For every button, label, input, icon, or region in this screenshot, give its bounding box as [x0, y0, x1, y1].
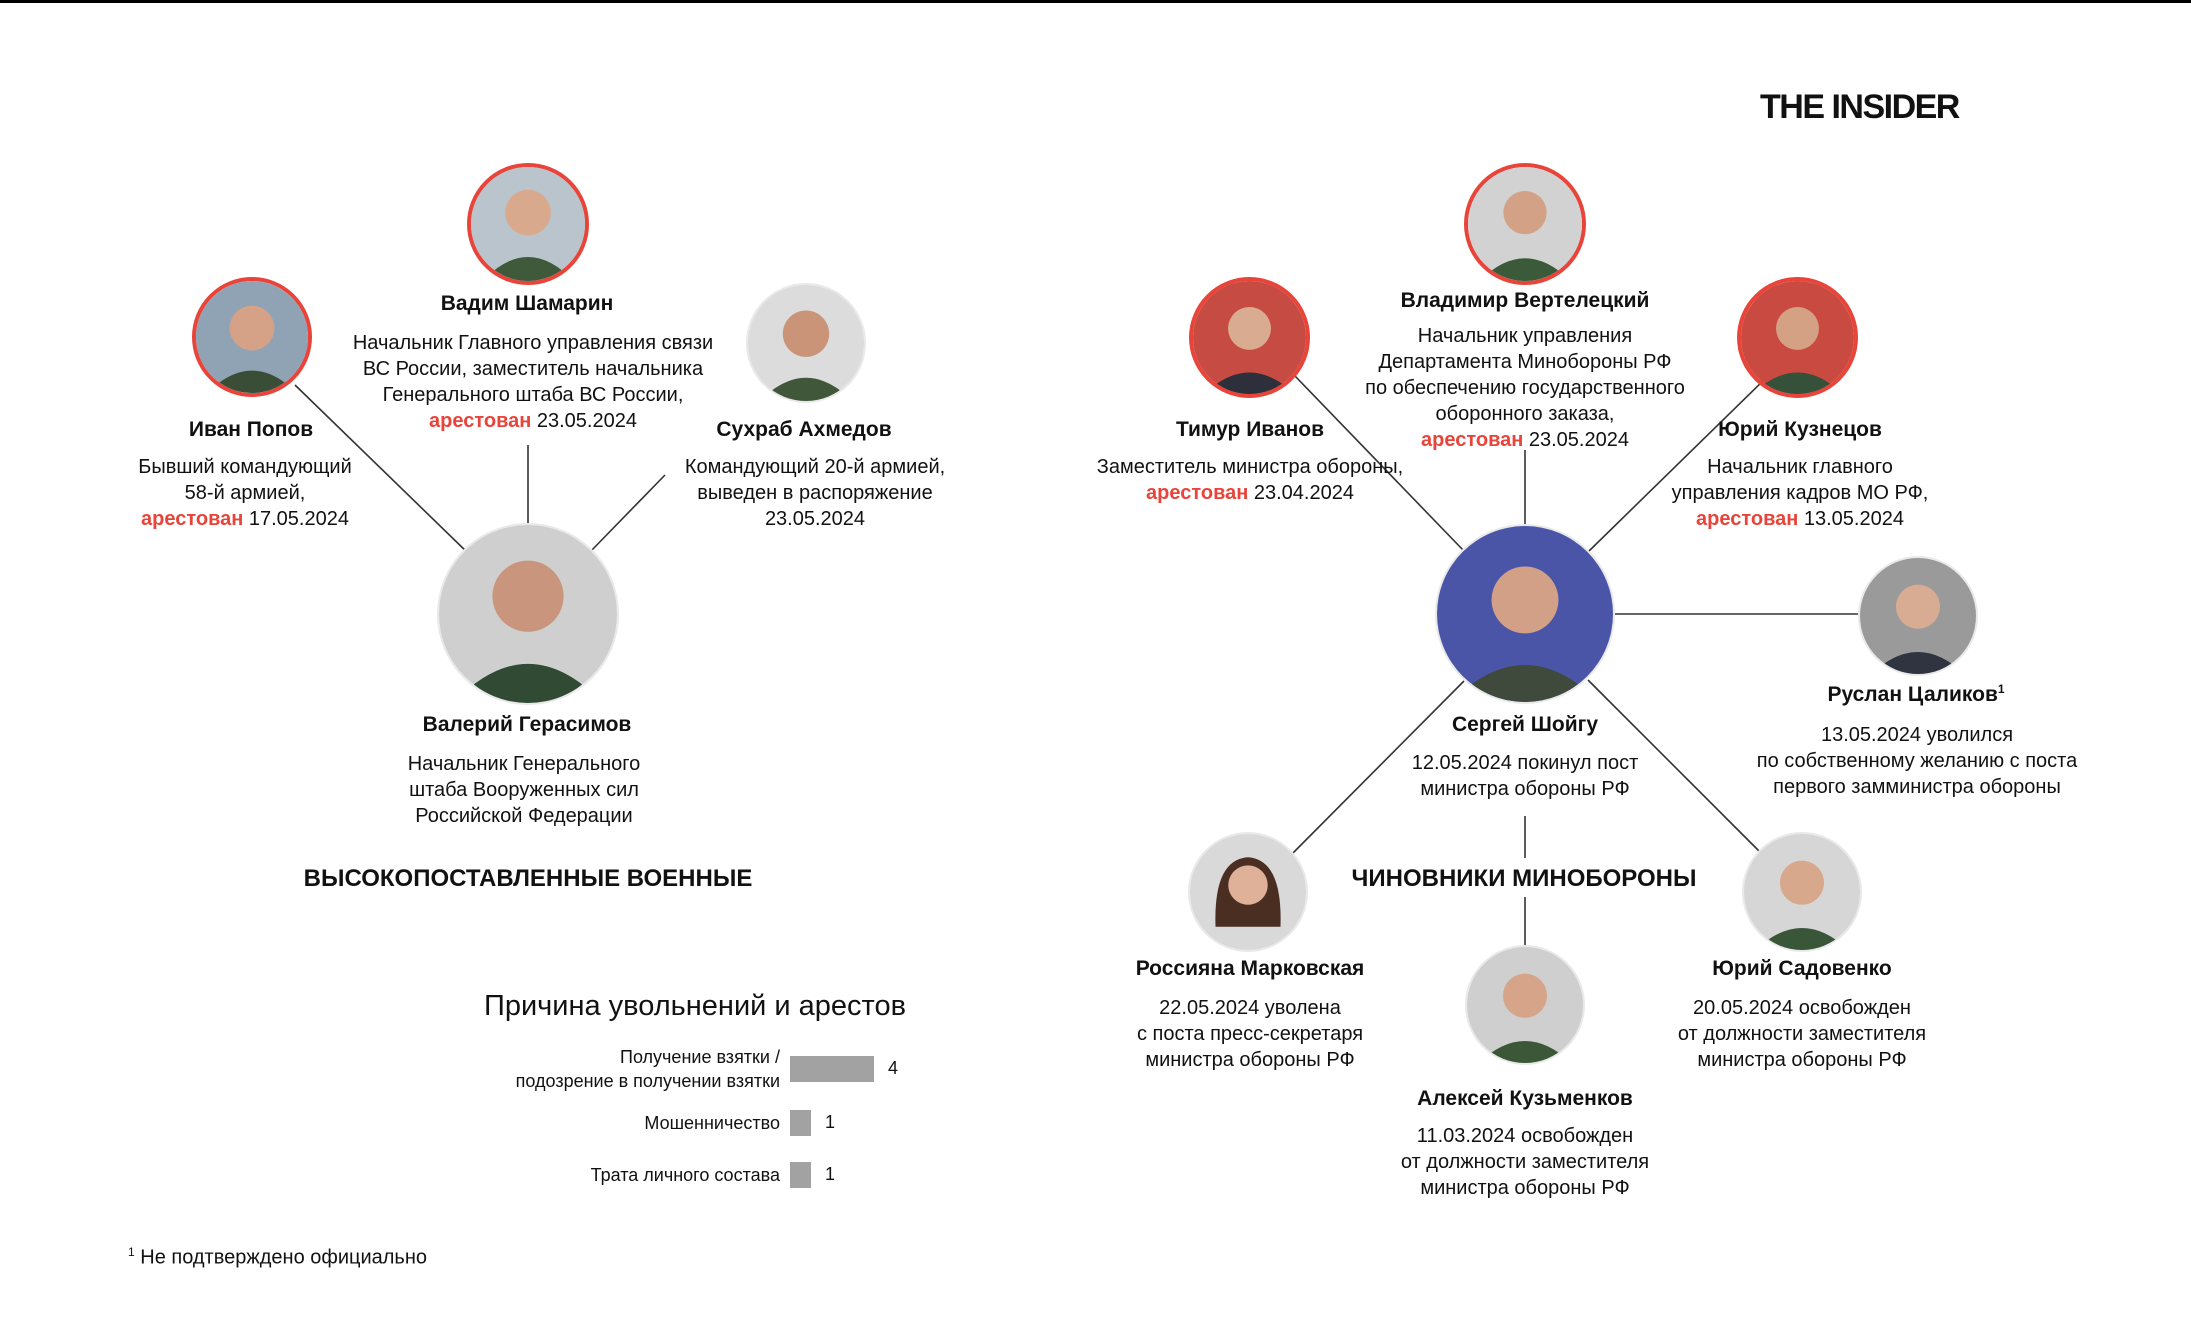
tsalikov-name-text: Руслан Цаликов [1827, 683, 1998, 706]
desc-line: 13.05.2024 уволился [1820, 724, 2014, 746]
akhmedov-name: Сухраб Ахмедов [716, 418, 892, 441]
gerasimov-photo [437, 523, 619, 705]
ivanov-name: Тимур Иванов [1175, 418, 1325, 441]
bar-label-line: подозрение в получении взятки [515, 1071, 780, 1091]
portrait-icon [471, 167, 585, 281]
desc-line: Генерального штаба ВС России, [382, 384, 684, 406]
status-line [353, 408, 713, 434]
portrait-icon [439, 525, 617, 703]
arrest-status: арестован [1696, 508, 1799, 530]
arrest-status: арестован [1146, 482, 1249, 504]
section-military: ВЫСОКОПОСТАВЛЕННЫЕ ВОЕННЫЕ [303, 865, 753, 892]
portrait-icon [1860, 558, 1976, 674]
desc-line: ВС России, заместитель начальника [362, 358, 704, 380]
desc-line: Начальник Главного управления связи [352, 332, 714, 354]
desc-line: штаба Вооруженных сил [409, 779, 639, 801]
shoigu-photo [1435, 524, 1615, 704]
shamarin-desc [353, 330, 713, 434]
desc-line: с поста пресс-секретаря [1136, 1023, 1364, 1045]
kuznetsov-photo [1737, 277, 1858, 398]
desc-line: Начальник главного [1707, 456, 1893, 478]
desc-line: Командующий 20-й армией, [684, 456, 946, 478]
tsalikov-photo [1858, 556, 1978, 676]
status-line [1365, 427, 1685, 453]
shoigu-name: Сергей Шойгу [1451, 713, 1599, 736]
markovskaya-photo [1188, 832, 1308, 952]
desc-line: министра обороны РФ [1420, 778, 1630, 800]
tsalikov-desc [1757, 722, 2078, 800]
markovskaya-name: Россияна Марковская [1135, 957, 1365, 980]
bar-label [460, 1163, 780, 1187]
status-line [138, 506, 352, 532]
desc-line: Начальник Генерального [407, 753, 641, 775]
markovskaya-desc [1137, 995, 1363, 1073]
bar-label [460, 1111, 780, 1135]
akhmedov-photo [746, 283, 866, 403]
desc-line: 12.05.2024 покинул пост [1411, 752, 1639, 774]
portrait-icon [1193, 281, 1306, 394]
desc-line: выведен в распоряжение [697, 482, 933, 504]
portrait-icon [748, 285, 864, 401]
ivanov-desc [1097, 454, 1403, 506]
desc-line: 58-й армией, [184, 482, 306, 504]
desc-line: 20.05.2024 освобожден [1693, 997, 1911, 1019]
portrait-icon [1190, 834, 1306, 950]
bar-label [460, 1045, 780, 1093]
bar [790, 1056, 874, 1082]
arrest-status: арестован [1421, 429, 1524, 451]
popov-desc [138, 454, 352, 532]
shamarin-photo [467, 163, 589, 285]
bar-label-line: Трата личного состава [590, 1165, 780, 1185]
section-ministry: ЧИНОВНИКИ МИНОБОРОНЫ [1351, 865, 1697, 892]
shoigu-desc [1412, 750, 1638, 802]
sadovenko-photo [1742, 832, 1862, 952]
bar [790, 1162, 811, 1188]
desc-line: от должности заместителя [1677, 1023, 1927, 1045]
footnote-mark: 1 [1997, 682, 2005, 696]
vertetsky-name: Владимир Вертелецкий [1400, 289, 1650, 312]
bar-value-label: 4 [888, 1058, 899, 1078]
desc-line: по обеспечению государственного [1365, 377, 1685, 399]
bar-value-label: 1 [825, 1112, 836, 1132]
desc-line: 11.03.2024 освобожден [1416, 1125, 1634, 1147]
bar-value-label: 1 [825, 1164, 836, 1184]
bar-label-line: Мошенничество [644, 1113, 780, 1133]
footnote-mark: 1 [128, 1245, 135, 1259]
sadovenko-desc [1678, 995, 1926, 1073]
desc-line: 23.05.2024 [764, 508, 866, 530]
vertetsky-photo [1464, 163, 1586, 285]
desc-line: Бывший командующий [138, 456, 352, 478]
portrait-icon [1741, 281, 1854, 394]
bar [790, 1110, 811, 1136]
desc-line: от должности заместителя [1400, 1151, 1650, 1173]
tsalikov-name [1827, 682, 2004, 707]
brand-logo[interactable]: THE INSIDER [1760, 88, 1959, 126]
bar-label-line: Получение взятки / [620, 1047, 780, 1067]
akhmedov-desc [685, 454, 945, 532]
portrait-icon [1744, 834, 1860, 950]
desc-line: министра обороны РФ [1697, 1049, 1907, 1071]
vertetsky-desc [1365, 323, 1685, 453]
arrest-status: арестован [429, 410, 532, 432]
kuzmenkov-desc [1401, 1123, 1649, 1201]
status-date: 17.05.2024 [248, 508, 349, 530]
desc-line: министра обороны РФ [1145, 1049, 1355, 1071]
desc-line: управления кадров МО РФ, [1671, 482, 1929, 504]
popov-name: Иван Попов [188, 418, 314, 441]
desc-line: 22.05.2024 уволена [1159, 997, 1341, 1019]
status-date: 13.05.2024 [1803, 508, 1904, 530]
footnote-text: Не подтверждено официально [140, 1246, 428, 1269]
desc-line: оборонного заказа, [1435, 403, 1615, 425]
desc-line: министра обороны РФ [1420, 1177, 1630, 1199]
ivanov-photo [1189, 277, 1310, 398]
portrait-icon [1468, 167, 1582, 281]
portrait-icon [1437, 526, 1613, 702]
status-line [1672, 506, 1929, 532]
gerasimov-name: Валерий Герасимов [422, 713, 632, 736]
portrait-icon [1467, 947, 1583, 1063]
chart-title: Причина увольнений и арестов [484, 990, 907, 1022]
desc-line: по собственному желанию с поста [1756, 750, 2078, 772]
desc-line: первого замминистра обороны [1773, 776, 2061, 798]
desc-line: Российской Федерации [415, 805, 633, 827]
desc-line: Начальник управления [1417, 325, 1633, 347]
desc-line: Заместитель министра обороны, [1096, 456, 1404, 478]
kuzmenkov-name: Алексей Кузьменков [1417, 1087, 1633, 1110]
shamarin-name: Вадим Шамарин [440, 292, 614, 315]
kuznetsov-desc [1672, 454, 1929, 532]
status-date: 23.05.2024 [1528, 429, 1629, 451]
status-date: 23.05.2024 [536, 410, 637, 432]
link-gerasimov-akhmedov [590, 475, 665, 552]
portrait-icon [196, 281, 308, 393]
arrest-status: арестован [141, 508, 244, 530]
gerasimov-desc [408, 751, 641, 829]
desc-line: Департамента Минобороны РФ [1378, 351, 1672, 373]
sadovenko-name: Юрий Садовенко [1712, 957, 1892, 980]
footnote [128, 1245, 427, 1270]
kuznetsov-name: Юрий Кузнецов [1718, 418, 1882, 441]
popov-photo [192, 277, 312, 397]
status-line [1097, 480, 1403, 506]
status-date: 23.04.2024 [1253, 482, 1354, 504]
kuzmenkov-photo [1465, 945, 1585, 1065]
